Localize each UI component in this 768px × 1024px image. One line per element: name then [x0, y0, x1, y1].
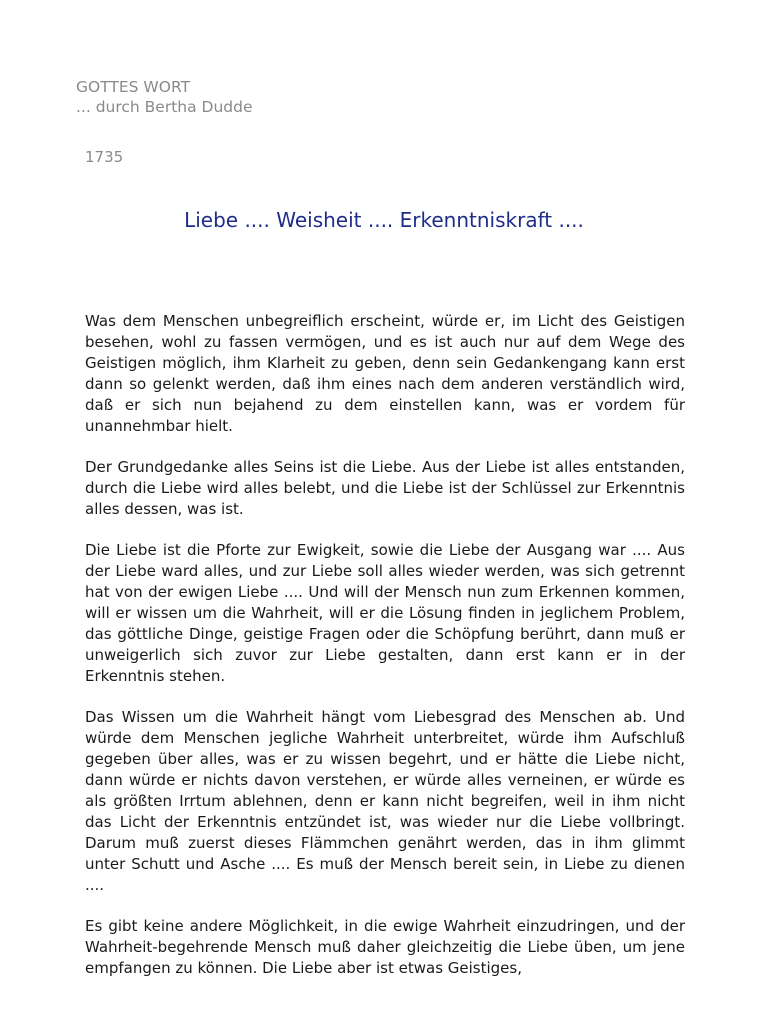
paragraph: Was dem Menschen unbegreiflich erscheint, würde er, im Licht des Geistigen besehen, wohl zu fassen vermögen, und es ist auch nur auf dem Wege des Geistigen möglich, ihm Klarheit zu geben, denn sein Gedankengang kann erst dann so gelenkt werden, daß ihm eines nach dem anderen verständlich wird, daß er sich nun bejahend zu dem einstellen kann, was er vordem für unannehmbar hielt. — [85, 312, 685, 435]
header-author-line: ... durch Bertha Dudde — [76, 98, 253, 116]
document-title: Liebe .... Weisheit .... Erkenntniskraft .... — [184, 208, 584, 232]
document-header — [76, 77, 253, 117]
paragraph: Das Wissen um die Wahrheit hängt vom Liebesgrad des Menschen ab. Und würde dem Menschen jegliche Wahrheit unterbreitet, würde ihm Aufschluß gegeben über alles, was er zu wissen begehrt, und er hätte die Liebe nicht, dann würde er nichts davon verstehen, er würde alles verneinen, er würde es als größten Irrtum ablehnen, denn er kann nicht begreifen, weil in ihm nicht das Licht der Erkenntnis entzündet ist, was wieder nur die Liebe vollbringt. Darum muß zuerst dieses Flämmchen genährt werden, das in ihm glimmt unter Schutt und Asche .... Es muß der Mensch bereit sein, in Liebe zu dienen .... — [85, 708, 685, 894]
paragraph: Der Grundgedanke alles Seins ist die Liebe. Aus der Liebe ist alles entstanden, durch die Liebe wird alles belebt, und die Liebe ist der Schlüssel zur Erkenntnis alles dessen, was ist. — [85, 458, 685, 518]
document-body — [85, 311, 685, 999]
paragraph: Die Liebe ist die Pforte zur Ewigkeit, sowie die Liebe der Ausgang war .... Aus der Liebe ward alles, und zur Liebe soll alles wieder werden, was sich getrennt hat von der ewigen Liebe .... Und will der Mensch nun zum Erkennen kommen, will er wissen um die Wahrheit, will er die Lösung finden in jeglichem Problem, das göttliche Dinge, geistige Fragen oder die Schöpfung berührt, dann muß er unweigerlich sich zuvor zur Liebe gestalten, dann erst kann er in der Erkenntnis stehen. — [85, 541, 685, 685]
document-number: 1735 — [85, 148, 124, 166]
header-series-title: GOTTES WORT — [76, 78, 191, 96]
paragraph: Es gibt keine andere Möglichkeit, in die ewige Wahrheit einzudringen, und der Wahrheit-begehrende Mensch muß daher gleichzeitig die Liebe üben, um jene empfangen zu können. Die Liebe aber ist etwas Geistiges, — [85, 917, 685, 977]
